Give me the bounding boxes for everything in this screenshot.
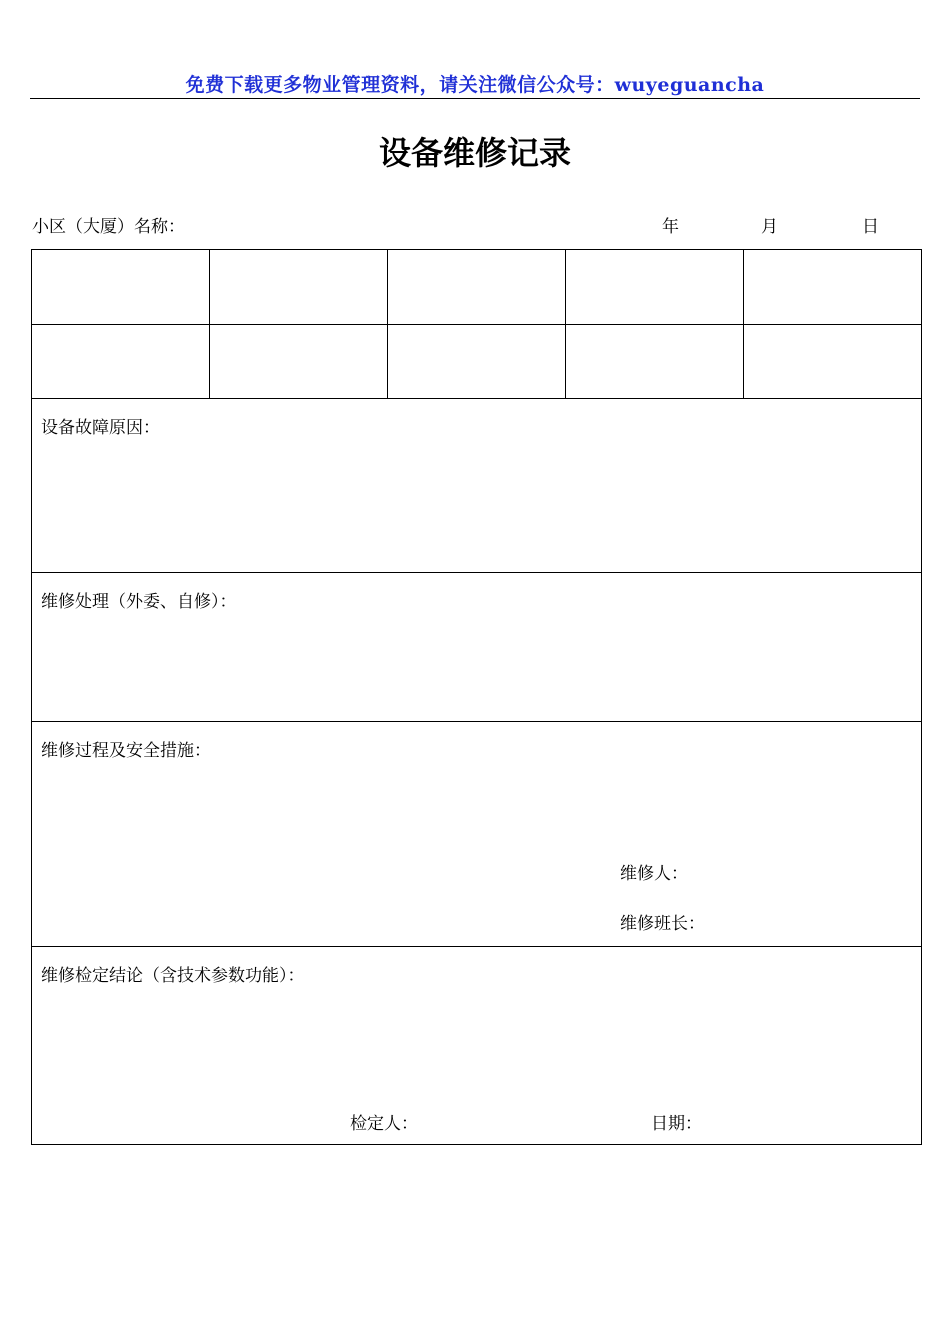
header-banner: 免费下载更多物业管理资料，请关注微信公众号：wuyeguancha (185, 74, 765, 96)
page-title: 设备维修记录 (378, 134, 571, 172)
date-label: 日期： (651, 1114, 702, 1134)
repair-handling-section[interactable] (32, 573, 921, 722)
year-label: 年 (662, 217, 679, 237)
inspection-section[interactable] (32, 947, 921, 1146)
inspector-label: 检定人： (350, 1114, 418, 1134)
repair-handling-label: 维修处理（外委、自修）： (41, 592, 237, 612)
grid-cell[interactable] (210, 250, 388, 324)
repairer-label: 维修人： (620, 864, 688, 884)
grid-cell[interactable] (210, 325, 388, 398)
grid-cell[interactable] (32, 250, 210, 324)
header-divider (30, 98, 920, 99)
fault-cause-section[interactable] (32, 399, 921, 573)
repair-process-label: 维修过程及安全措施： (41, 741, 211, 761)
grid-cell[interactable] (388, 250, 566, 324)
grid-cell[interactable] (566, 250, 744, 324)
grid-row-2 (32, 325, 921, 399)
repair-record-form (31, 249, 922, 1145)
inspection-label: 维修检定结论（含技术参数功能）： (41, 966, 305, 986)
grid-cell[interactable] (32, 325, 210, 398)
repair-process-section[interactable] (32, 722, 921, 947)
grid-cell[interactable] (388, 325, 566, 398)
community-name-label: 小区（大厦）名称： (32, 217, 185, 237)
team-leader-label: 维修班长： (620, 914, 705, 934)
grid-cell[interactable] (566, 325, 744, 398)
month-label: 月 (761, 217, 778, 237)
grid-row-1 (32, 250, 921, 325)
meta-line (32, 212, 922, 238)
fault-cause-label: 设备故障原因： (41, 418, 160, 438)
day-label: 日 (862, 217, 879, 237)
